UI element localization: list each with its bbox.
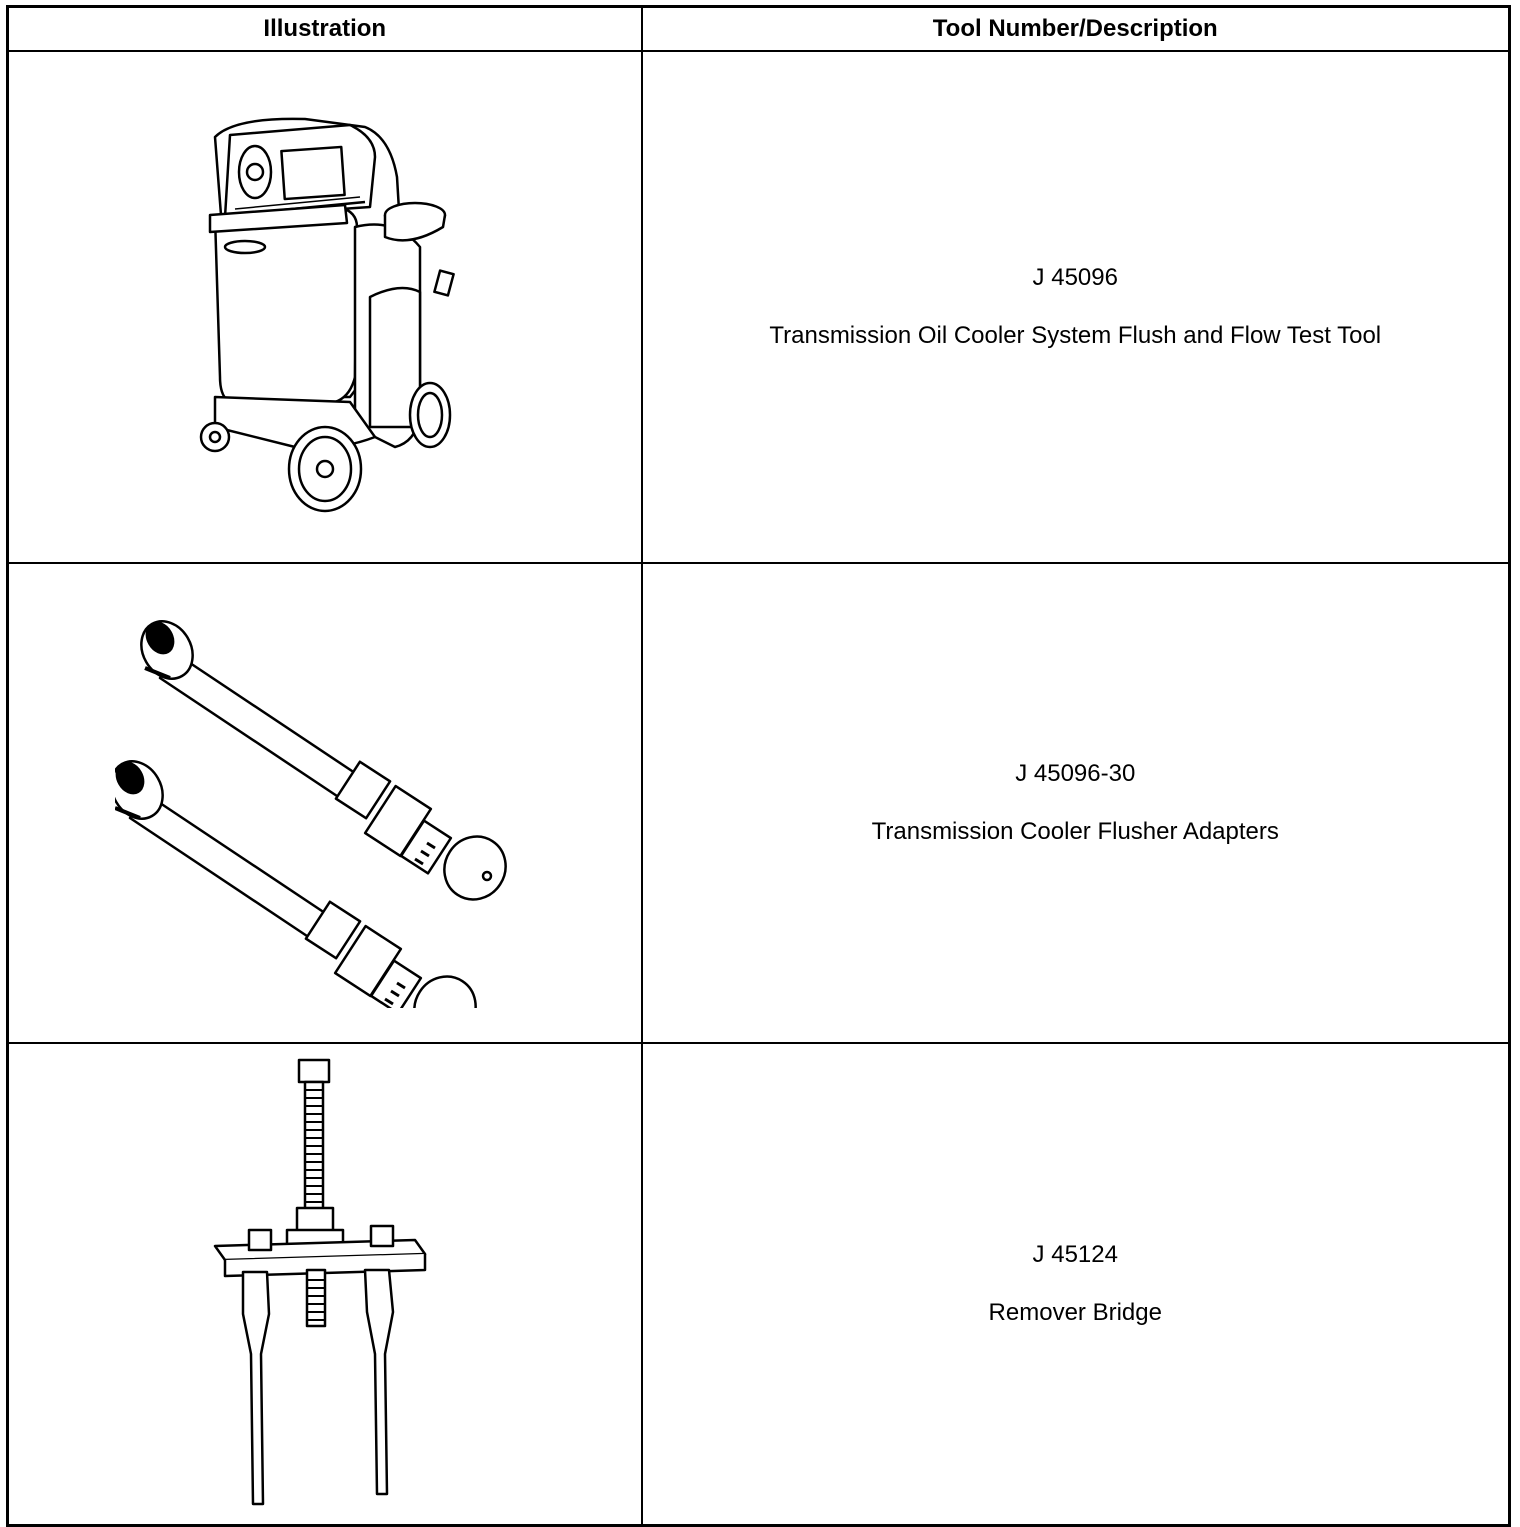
remover-bridge-icon <box>205 1054 445 1514</box>
tool-description: Transmission Cooler Flusher Adapters <box>871 818 1279 845</box>
tool-number: J 45124 <box>1032 1241 1118 1268</box>
description-cell <box>642 1043 1510 1526</box>
table-row <box>8 563 1510 1043</box>
header-row <box>8 7 1510 52</box>
table-row <box>8 1043 1510 1526</box>
flusher-adapters-icon <box>115 598 535 1008</box>
tool-number: J 45096 <box>1032 264 1118 291</box>
special-tools-table <box>6 5 1511 1527</box>
illustration-cell <box>8 563 642 1043</box>
flush-cart-icon <box>175 97 475 517</box>
tool-description: Transmission Oil Cooler System Flush and Flow Test Tool <box>769 322 1382 349</box>
tool-number: J 45096-30 <box>1015 760 1136 787</box>
description-cell <box>642 51 1510 563</box>
illustration-cell <box>8 51 642 563</box>
description-cell <box>642 563 1510 1043</box>
tool-description: Remover Bridge <box>988 1299 1162 1326</box>
tool-description-header: Tool Number/Description <box>642 7 1510 52</box>
table-row <box>8 51 1510 563</box>
illustration-header: Illustration <box>8 7 642 52</box>
illustration-cell <box>8 1043 642 1526</box>
